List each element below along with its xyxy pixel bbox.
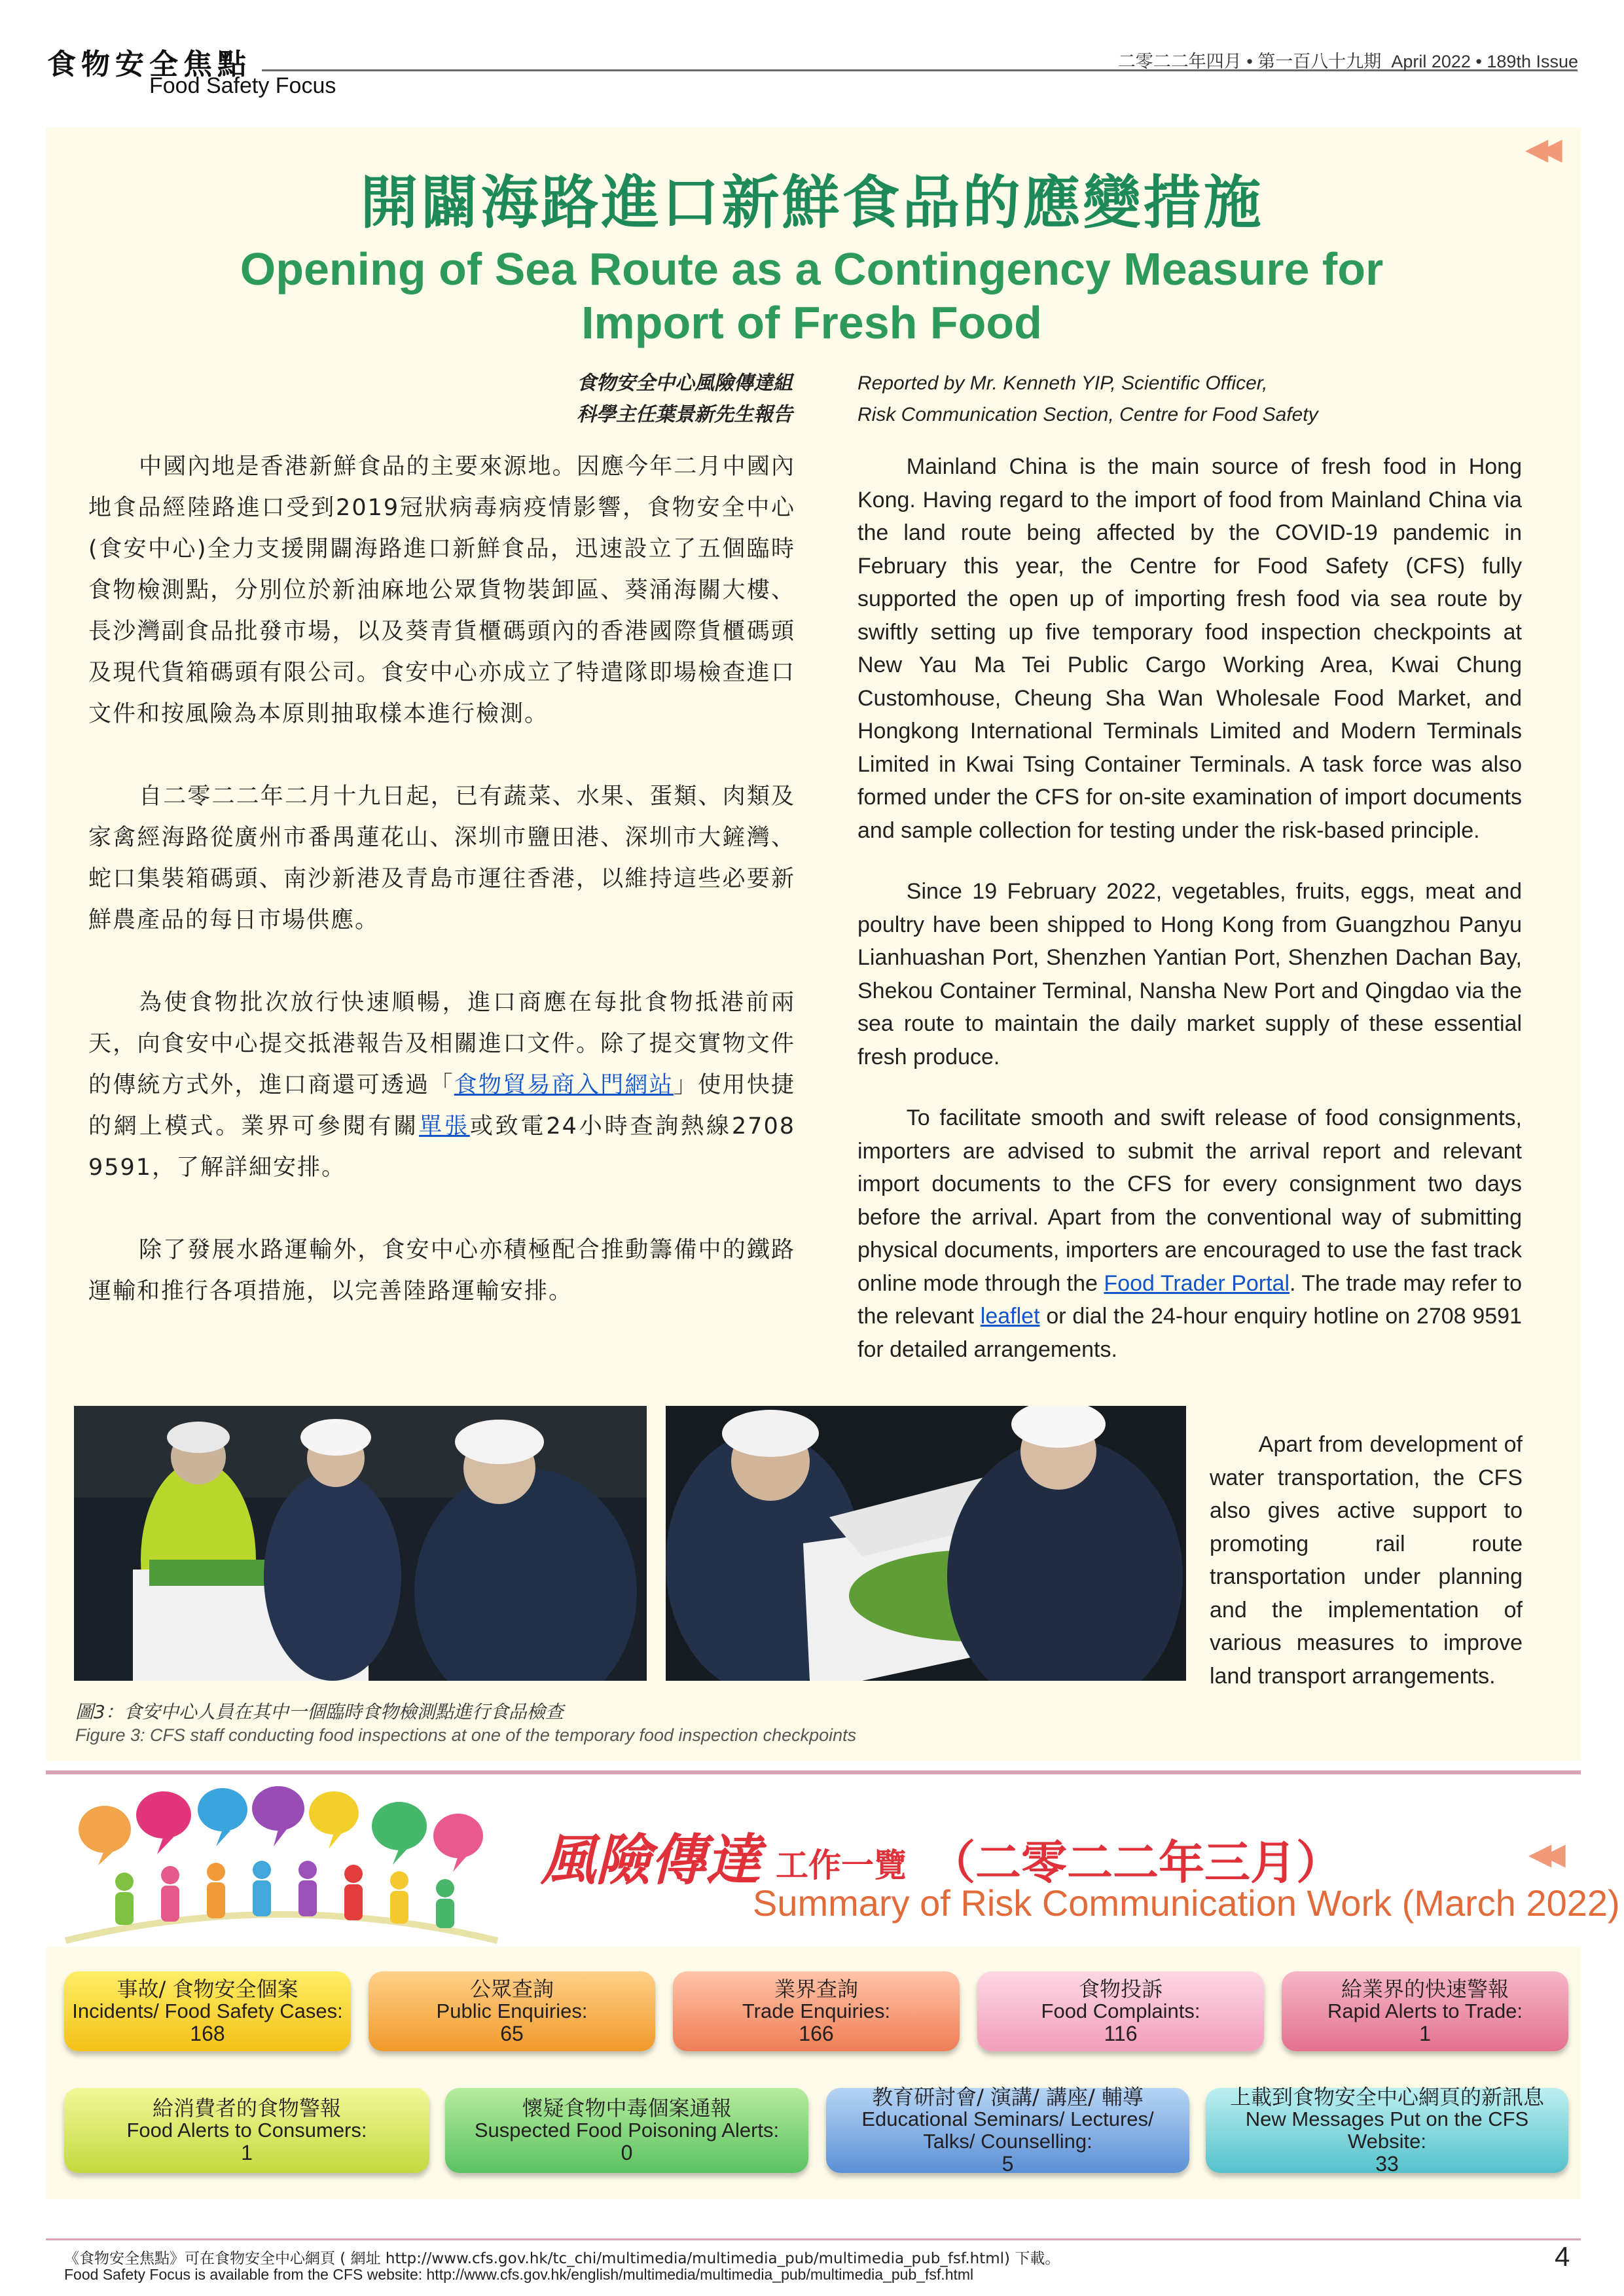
- summary-title-cn: 風險傳達: [541, 1827, 761, 1892]
- paragraph-en-2: Since 19 February 2022, vegetables, fruits, eggs, meat and poultry have been shipped to Hong Kong from Guangzhou Panyu Lianhuashan Port, Shenzhen Yantian Port, Shenzhen Dachan Bay, Shekou Container Terminal, Nansha New Port and Qingdao via the sea route to maintain the daily market supply of these essential fresh produce.: [857, 879, 1522, 1069]
- article-body-en-side: [1210, 1428, 1523, 1693]
- stat-label-cn: 公眾查詢: [469, 1977, 554, 2001]
- summary-title-cn-sub: 工作一覽: [776, 1846, 907, 1884]
- leaflet-link-cn[interactable]: 單張: [419, 1113, 470, 1139]
- footer-note-cn: 《食物安全焦點》可在食物安全中心網頁 ( 網址 http://www.cfs.gov.hk/tc_chi/multimedia/multimedia_pub/multimedia_pub_fsf.html) 下載。: [64, 2250, 1060, 2267]
- stat-value: 166: [799, 2022, 834, 2045]
- summary-title-en: Summary of Risk Communication Work (March 2022): [753, 1882, 1620, 1924]
- stat-card-incidents: [64, 1971, 351, 2051]
- byline-cn-line1: 食物安全中心風險傳達組: [577, 372, 793, 395]
- stat-value: 168: [190, 2022, 225, 2045]
- stat-label-en: Food Complaints:: [1041, 2000, 1200, 2022]
- paragraph-cn-2: 自二零二二年二月十九日起，已有蔬菜、水果、蛋類、肉類及家禽經海路從廣州市番禺蓮花山、深圳市鹽田港、深圳市大鏟灣、蛇口集裝箱碼頭、南沙新港及青島市運往香港，以維持這些必要新鮮農產品的每日市場供應。: [88, 783, 795, 933]
- byline-en: [857, 368, 1512, 431]
- leaflet-link[interactable]: leaflet: [980, 1304, 1040, 1329]
- stat-label-en: Educational Seminars/ Lectures/ Talks/ Counselling:: [861, 2108, 1154, 2153]
- stat-value: 0: [621, 2141, 633, 2164]
- stat-label-en: Incidents/ Food Safety Cases:: [72, 2000, 343, 2022]
- bullet-icon: •: [1475, 52, 1482, 71]
- stat-label-cn: 給消費者的食物警報: [152, 2096, 341, 2121]
- inspection-photo-2: [666, 1406, 1186, 1681]
- issue-number-en: 189th Issue: [1487, 52, 1578, 71]
- back-arrow-icon[interactable]: ◀◀: [1528, 1836, 1557, 1871]
- stat-label-en: Rapid Alerts to Trade:: [1327, 2000, 1523, 2022]
- paragraph-cn-3-text: 」使用快捷的網上模式。業界可參閱有關: [88, 1072, 795, 1139]
- header-title-cn: 食物安全焦點: [47, 48, 251, 81]
- paragraph-cn-1: 中國內地是香港新鮮食品的主要來源地。因應今年二月中國內地食品經陸路進口受到2019冠狀病毒病疫情影響，食物安全中心(食安中心)全力支援開闢海路進口新鮮食品，迅速設立了五個臨時食物檢測點，分別位於新油麻地公眾貨物裝卸區、葵涌海關大樓、長沙灣副食品批發市場，以及葵青貨櫃碼頭內的香港國際貨櫃碼頭及現代貨箱碼頭有限公司。食安中心亦成立了特遣隊即場檢查進口文件和按風險為本原則抽取樣本進行檢測。: [88, 454, 795, 727]
- issue-date-cn: 二零二二年四月: [1117, 52, 1242, 71]
- back-arrow-icon[interactable]: ◀◀: [1525, 131, 1553, 166]
- paragraph-cn-3: [88, 982, 820, 1189]
- stat-value: 1: [241, 2141, 253, 2164]
- stat-label-cn: 事故/ 食物安全個案: [117, 1977, 298, 2001]
- stat-card-food-complaints: [977, 1971, 1264, 2051]
- stat-value: 116: [1104, 2022, 1138, 2045]
- article-body-cn: [88, 446, 820, 1354]
- figure-caption-cn: 圖3：食安中心人員在其中一個臨時食物檢測點進行食品檢查: [75, 1701, 564, 1723]
- section-divider: [46, 1770, 1581, 1774]
- stat-card-food-poisoning: [445, 2088, 808, 2173]
- issue-number-cn: 第一百八十九期: [1257, 52, 1382, 71]
- paragraph-cn-4: 除了發展水路運輸外，食安中心亦積極配合推動籌備中的鐵路運輸和推行各項措施，以完善陸路運輸安排。: [88, 1237, 795, 1304]
- stat-label-cn: 懷疑食物中毒個案通報: [522, 2096, 732, 2121]
- paragraph-en-4: Apart from development of water transportation, the CFS also gives active support to promoting rail route transportation under planning and the implementation of various measures to improve land transport arrangements.: [1210, 1432, 1523, 1689]
- stat-card-seminars: [826, 2085, 1189, 2176]
- paragraph-en-3-text: . The trade may refer to the relevant: [857, 1270, 1522, 1329]
- stat-label-cn: 給業界的快速警報: [1341, 1977, 1509, 2001]
- stat-label-en: Food Alerts to Consumers:: [126, 2119, 367, 2142]
- header-title-en: Food Safety Focus: [149, 73, 336, 98]
- stat-card-food-alerts: [64, 2088, 429, 2173]
- speech-bubbles-illustration: [59, 1784, 504, 1950]
- byline-cn: [400, 368, 793, 431]
- footer-rule: [46, 2238, 1581, 2240]
- article-title-en-line2: Import of Fresh Food: [581, 297, 1042, 348]
- stat-value: 65: [500, 2022, 524, 2045]
- paragraph-en-1: Mainland China is the main source of fresh food in Hong Kong. Having regard to the import of food from Mainland China via the land route being affected by the COVID-19 pandemic in February this year, the Centre for Food Safety (CFS) fully supported the open up of importing fresh food via sea route by swiftly setting up five temporary food inspection checkpoints at New Yau Ma Tei Public Cargo Working Area, Kwai Chung Customhouse, Cheung Sha Wan Wholesale Food Market, and Hongkong International Terminals Limited and Modern Terminals Limited in Kwai Tsing Container Terminals. A task force was also formed under the CFS for on-site examination of import documents and sample collection for testing under the risk-based principle.: [857, 454, 1522, 843]
- paragraph-en-3-text: To facilitate smooth and swift release of food consignments, importers are advised to submit the arrival report and relevant import documents to the CFS for every consignment two days before the arrival. Apart from the conventional way of submitting physical documents, importers are encouraged to use the fast track online mode through the: [857, 1105, 1522, 1296]
- article-title-en: [196, 242, 1427, 350]
- stat-value: 5: [1001, 2152, 1014, 2176]
- stat-card-public-enquiries: [369, 1971, 655, 2051]
- byline-en-line1: Reported by Mr. Kenneth YIP, Scientific Officer,: [857, 372, 1268, 394]
- stat-label-en: Public Enquiries:: [436, 2000, 588, 2022]
- food-trader-portal-link-cn[interactable]: 食物貿易商入門網站: [454, 1072, 674, 1098]
- byline-en-line2: Risk Communication Section, Centre for Food Safety: [857, 404, 1318, 425]
- byline-cn-line2: 科學主任葉景新先生報告: [577, 403, 793, 426]
- stat-card-rapid-alerts: [1282, 1971, 1568, 2051]
- paragraph-cn-3-text: 為使食物批次放行快速順暢，進口商應在每批食物抵港前兩天，向食安中心提交抵港報告及相關進口文件。除了提交實物文件的傳統方式外，進口商還可透過「: [88, 990, 795, 1098]
- paragraph-en-3: [857, 1102, 1522, 1366]
- stat-label-cn: 上載到食物安全中心網頁的新訊息: [1229, 2085, 1544, 2109]
- page-number: 4: [1555, 2241, 1570, 2272]
- inspection-photo-1: [74, 1406, 647, 1681]
- article-title-cn: 開闢海路進口新鮮食品的應變措施: [360, 168, 1264, 236]
- header-issue: [1118, 47, 1578, 73]
- figure-caption-en: Figure 3: CFS staff conducting food inspections at one of the temporary food inspection checkpoints: [75, 1725, 857, 1745]
- paragraph-en-3-text: or dial the 24-hour enquiry hotline on 2708 9591 for detailed arrangements.: [857, 1304, 1522, 1362]
- paragraph-cn-3-text: 或致電24小時查詢熱線2708 9591，了解詳細安排。: [88, 1113, 820, 1181]
- issue-date-en: April 2022: [1391, 52, 1471, 71]
- stat-label-en: New Messages Put on the CFS Website:: [1245, 2108, 1529, 2153]
- article-title-en-line1: Opening of Sea Route as a Contingency Measure for: [240, 243, 1384, 295]
- stat-label-en: Suspected Food Poisoning Alerts:: [474, 2119, 780, 2142]
- stat-label-cn: 業界查詢: [774, 1977, 858, 2001]
- stat-value: 1: [1419, 2022, 1431, 2045]
- bullet-icon: •: [1246, 52, 1253, 71]
- stat-value: 33: [1375, 2152, 1399, 2176]
- stat-card-trade-enquiries: [673, 1971, 960, 2051]
- article-body-en: [857, 450, 1522, 1394]
- stat-label-cn: 食物投訴: [1078, 1977, 1163, 2001]
- stat-card-website-messages: [1206, 2085, 1568, 2176]
- summary-title-cn-date: （二零二二年三月）: [929, 1835, 1342, 1890]
- stat-label-cn: 教育研討會/ 演講/ 講座/ 輔導: [872, 2085, 1144, 2109]
- stat-label-en: Trade Enquiries:: [742, 2000, 891, 2022]
- food-trader-portal-link[interactable]: Food Trader Portal: [1104, 1270, 1290, 1296]
- footer-note-en: Food Safety Focus is available from the CFS website: http://www.cfs.gov.hk/english/multimedia/multimedia_pub/multimedia_pub_fsf.html: [64, 2266, 974, 2283]
